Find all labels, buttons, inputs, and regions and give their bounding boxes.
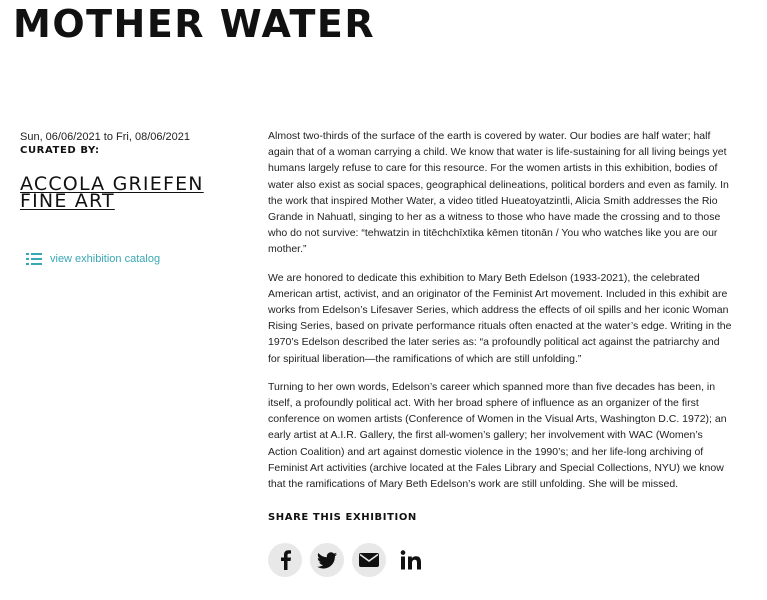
exhibition-sidebar [20,130,252,266]
description-paragraph: Almost two-thirds of the surface of the earth is covered by water. Our bodies are half water; half again that of a woman carrying a child. We know that water is life-sustaining for all living beings yet humans largely refuse to care for this resource. For the women artists in this exhibition, bodies of water also exist as social spaces, geographical delineations, political borders and even as family. In the work that inspired Mother Water, a video titled Hueatoyatzintli, Alicia Smith addresses the Rio Grande in Nahuatl, singing to her as a witness to those who have made the crossing and to those who do not survive: “tehwatzin in titēchchīxtika kēmen titonān / You who watches like you are our mother.” [268,130,729,256]
description-paragraph: Turning to her own words, Edelson’s career which spanned more than five decades has been, in itself, a profoundly political act. With her broad sphere of influence as an organizer of the first conference on women artists (Conference of Women in the Visual Arts, Washington D.C. 1972); an early artist at A.I.R. Gallery, the first all-women’s gallery; her involvement with WAC (Women’s Action Coalition) and art against domestic violence in the 1990’s; and her life-long archiving of Feminist Art activities (archive located at the Fales Library and Special Collections, NYU) we know that the ramifications of Mary Beth Edelson’s work are still unfolding. She will be missed. [268,380,727,491]
view-catalog-label: view exhibition catalog [50,253,161,265]
curated-by-label: CURATED BY: [20,145,100,156]
linkedin-icon [400,550,422,570]
share-buttons [268,543,734,577]
share-label: SHARE THIS EXHIBITION [268,512,417,524]
curator-link[interactable]: ACCOLA GRIEFEN FINE ART [20,173,204,212]
description-paragraph: We are honored to dedicate this exhibition to Mary Beth Edelson (1933-2021), the celebrated American artist, activist, and an originator of the Feminist Art movement. Included in this exhibit are works from Edelson’s Lifesaver Series, which address the effects of oil spills and her iconic Woman Rising Series, based on private performance rituals often enacted at the water’s edge. Writing in the 1970’s Edelson described the later series as: “a profoundly political act against the patriarchy and for spiritual liberation—the ramifications of which are still unfolding.” [268,271,732,365]
share-facebook-button[interactable] [268,543,302,577]
share-linkedin-button[interactable] [394,543,428,577]
exhibition-dates: Sun, 06/06/2021 to Fri, 08/06/2021 [20,131,191,143]
exhibition-description [268,128,734,577]
list-icon [26,252,42,266]
facebook-icon [277,550,293,570]
email-icon [359,553,379,567]
share-twitter-button[interactable] [310,543,344,577]
page-title: MOTHER WATER [13,2,376,46]
view-catalog-link[interactable] [26,252,252,266]
twitter-icon [317,552,337,569]
share-email-button[interactable] [352,543,386,577]
